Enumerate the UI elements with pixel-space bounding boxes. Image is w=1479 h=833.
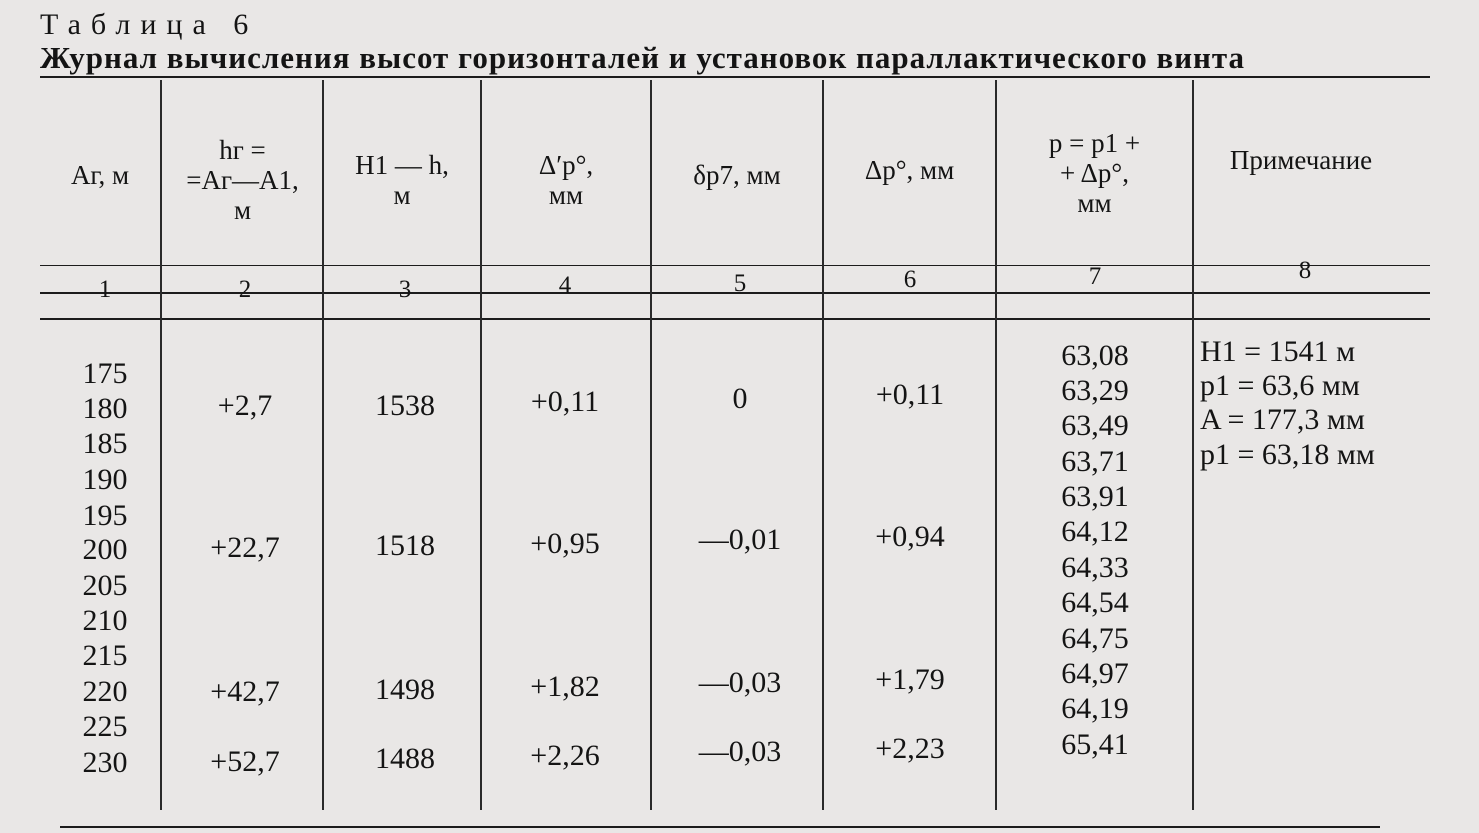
column-number: 1 bbox=[98, 276, 112, 303]
delta-p7-cell: —0,03 bbox=[698, 735, 782, 768]
note-line: p1 = 63,6 мм bbox=[1200, 369, 1360, 402]
h-relative-cell: +42,7 bbox=[210, 675, 280, 708]
p-value-cell: 64,19 bbox=[1061, 692, 1129, 725]
delta-prime-p-cell: +1,82 bbox=[530, 670, 600, 703]
table-bottom-rule bbox=[60, 826, 1380, 828]
delta-prime-p-cell: +0,95 bbox=[530, 527, 600, 560]
header-col-5: δp7, мм bbox=[693, 160, 781, 190]
column-divider bbox=[995, 80, 997, 810]
p-value-cell: 64,33 bbox=[1061, 551, 1129, 584]
header-col-4: Δ′p°, мм bbox=[538, 150, 594, 210]
delta-p-cell: +0,94 bbox=[875, 520, 945, 553]
p-value-cell: 63,49 bbox=[1061, 409, 1129, 442]
top-rule bbox=[40, 76, 1430, 78]
p-value-cell: 64,54 bbox=[1061, 586, 1129, 619]
delta-p-cell: +0,11 bbox=[875, 378, 945, 411]
delta-p7-cell: —0,01 bbox=[698, 523, 782, 556]
note-line: H1 = 1541 м bbox=[1200, 335, 1356, 368]
height-cell: 215 bbox=[82, 639, 128, 672]
p-value-cell: 63,91 bbox=[1061, 480, 1129, 513]
body-top-rule bbox=[40, 318, 1430, 320]
column-number: 2 bbox=[238, 276, 252, 303]
column-number: 4 bbox=[558, 272, 572, 299]
column-number: 6 bbox=[903, 266, 917, 293]
height-cell: 230 bbox=[82, 746, 128, 779]
H1-minus-h-cell: 1488 bbox=[375, 742, 435, 775]
delta-prime-p-cell: +0,11 bbox=[530, 385, 600, 418]
column-number: 5 bbox=[733, 270, 747, 297]
height-cell: 195 bbox=[82, 499, 128, 532]
p-value-cell: 63,71 bbox=[1061, 445, 1129, 478]
column-number: 7 bbox=[1088, 263, 1102, 290]
note-line: p1 = 63,18 мм bbox=[1200, 438, 1375, 471]
delta-p7-cell: —0,03 bbox=[698, 666, 782, 699]
height-cell: 220 bbox=[82, 675, 128, 708]
column-divider bbox=[650, 80, 652, 810]
height-cell: 185 bbox=[82, 427, 128, 460]
H1-minus-h-cell: 1498 bbox=[375, 673, 435, 706]
p-value-cell: 64,97 bbox=[1061, 657, 1129, 690]
H1-minus-h-cell: 1518 bbox=[375, 529, 435, 562]
header-col-6: Δp°, мм bbox=[864, 155, 955, 185]
height-cell: 210 bbox=[82, 604, 128, 637]
height-cell: 175 bbox=[82, 357, 128, 390]
note-line: A = 177,3 мм bbox=[1200, 403, 1365, 436]
column-divider bbox=[160, 80, 162, 810]
p-value-cell: 65,41 bbox=[1061, 728, 1129, 761]
delta-p-cell: +1,79 bbox=[875, 663, 945, 696]
H1-minus-h-cell: 1538 bbox=[375, 389, 435, 422]
column-divider bbox=[322, 80, 324, 810]
header-col-8: Примечание bbox=[1229, 145, 1373, 175]
h-relative-cell: +52,7 bbox=[210, 745, 280, 778]
column-divider bbox=[1192, 80, 1194, 810]
column-number: 3 bbox=[398, 276, 412, 303]
delta-prime-p-cell: +2,26 bbox=[530, 739, 600, 772]
column-divider bbox=[822, 80, 824, 810]
header-col-7: p = p1 + + Δp°, мм bbox=[1048, 128, 1141, 218]
delta-p-cell: +2,23 bbox=[875, 732, 945, 765]
header-col-1: Aг, м bbox=[70, 160, 130, 190]
p-value-cell: 63,08 bbox=[1061, 339, 1129, 372]
column-number: 8 bbox=[1298, 257, 1312, 284]
header-col-3: H1 — h, м bbox=[355, 150, 449, 210]
height-cell: 225 bbox=[82, 710, 128, 743]
height-cell: 190 bbox=[82, 463, 128, 496]
p-value-cell: 64,75 bbox=[1061, 622, 1129, 655]
delta-p7-cell: 0 bbox=[732, 382, 748, 415]
h-relative-cell: +2,7 bbox=[217, 389, 273, 422]
height-cell: 200 bbox=[82, 533, 128, 566]
p-value-cell: 64,12 bbox=[1061, 515, 1129, 548]
h-relative-cell: +22,7 bbox=[210, 531, 280, 564]
header-col-2: hг = =Aг—A1, м bbox=[186, 135, 299, 225]
column-divider bbox=[480, 80, 482, 810]
p-value-cell: 63,29 bbox=[1061, 374, 1129, 407]
height-cell: 205 bbox=[82, 569, 128, 602]
height-cell: 180 bbox=[82, 392, 128, 425]
table-caption-label: Таблица 6 bbox=[40, 8, 259, 41]
table-caption-title: Журнал вычисления высот горизонталей и установок параллактического винта bbox=[40, 40, 1246, 75]
